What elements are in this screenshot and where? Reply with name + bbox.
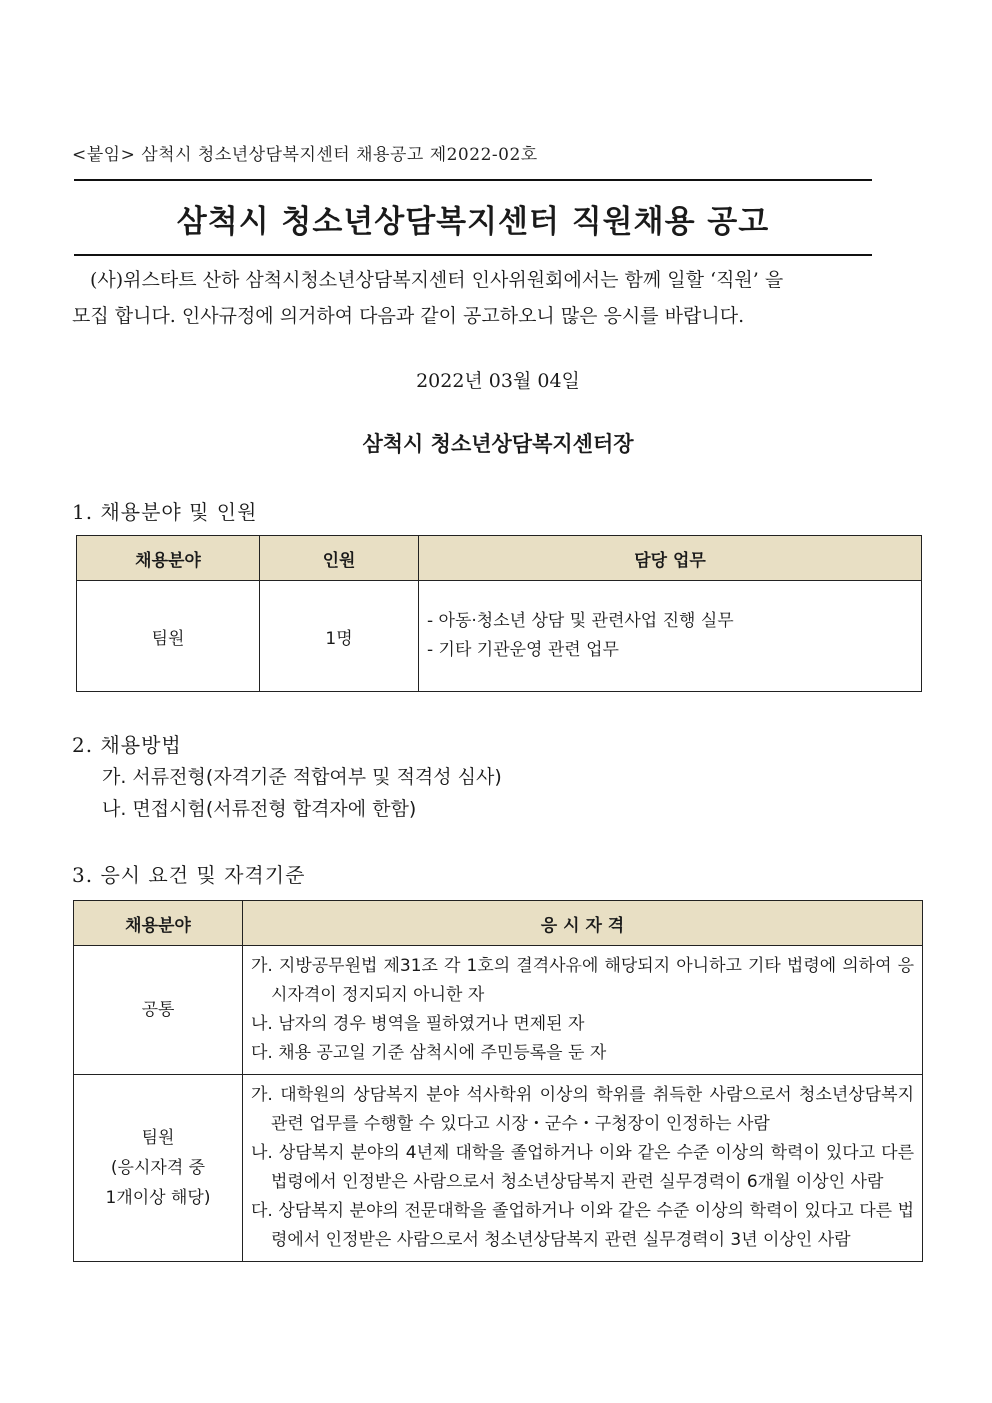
duty-item: - 아동·청소년 상담 및 관련사업 진행 실무	[427, 611, 734, 631]
method-item: 가. 서류전형(자격기준 적합여부 및 적격성 심사)	[102, 766, 502, 788]
field-label: 공통	[141, 1000, 175, 1020]
table-row	[74, 1075, 923, 1262]
field-label: 1개이상 해당)	[105, 1188, 211, 1208]
section2-heading: 2. 채용방법	[72, 733, 182, 757]
method-item: 나. 면접시험(서류전형 합격자에 한함)	[102, 798, 417, 820]
intro-line-2: 모집 합니다. 인사규정에 의거하여 다음과 같이 공고하오니 많은 응시를 바랍니다.	[72, 305, 745, 327]
qualification-item: 나. 상담복지 분야의 4년제 대학을 졸업하거나 이와 같은 수준 이상의 학력이 있다고 다른 법령에서 인정받은 사람으로서 청소년상담복지 관련 실무경력이 6개월 이상인 사람	[251, 1143, 914, 1192]
announcement-date: 2022년 03월 04일	[416, 370, 580, 392]
title-divider	[74, 254, 872, 256]
qualification-cell	[243, 1075, 923, 1262]
intro-line-1: (사)위스타트 산하 삼척시청소년상담복지센터 인사위원회에서는 함께 일할 ‘직원’ 을	[90, 269, 784, 291]
table-header-row	[77, 536, 922, 581]
qualification-item: 다. 채용 공고일 기준 삼척시에 주민등록을 둔 자	[251, 1043, 607, 1063]
header-count: 인원	[260, 536, 419, 581]
field-label: 팀원	[141, 1128, 175, 1148]
qualification-cell	[243, 946, 923, 1075]
header-field: 채용분야	[74, 901, 243, 946]
duty-item: - 기타 기관운영 관련 업무	[427, 640, 619, 660]
duties-cell	[419, 581, 922, 692]
qualification-item: 나. 남자의 경우 병역을 필하였거나 면제된 자	[251, 1014, 585, 1034]
header-field: 채용분야	[77, 536, 260, 581]
table-row	[77, 581, 922, 692]
table-header-row	[74, 901, 923, 946]
section3-heading: 3. 응시 요건 및 자격기준	[72, 863, 306, 887]
top-divider	[74, 179, 872, 181]
field-cell: 팀원	[77, 581, 260, 692]
field-cell-common	[74, 946, 243, 1075]
header-qualification: 응 시 자 격	[243, 901, 923, 946]
field-label: (응시자격 중	[110, 1158, 206, 1178]
intro-paragraph	[72, 262, 874, 334]
signer: 삼척시 청소년상담복지센터장	[362, 431, 634, 456]
qualification-item: 가. 대학원의 상담복지 분야 석사학위 이상의 학위를 취득한 사람으로서 청소년상담복지 관련 업무를 수행할 수 있다고 시장・군수・구청장이 인정하는 사람	[251, 1085, 914, 1134]
field-cell-team	[74, 1075, 243, 1262]
attachment-note: <붙임> 삼척시 청소년상담복지센터 채용공고 제2022-02호	[72, 145, 538, 165]
header-duties: 담당 업무	[419, 536, 922, 581]
recruitment-table	[76, 535, 922, 692]
count-cell: 1명	[260, 581, 419, 692]
qualification-item: 다. 상담복지 분야의 전문대학을 졸업하거나 이와 같은 수준 이상의 학력이 있다고 다른 법령에서 인정받은 사람으로서 청소년상담복지 관련 실무경력이 3년 이상인 사람	[251, 1201, 914, 1250]
table-row	[74, 946, 923, 1075]
section1-heading: 1. 채용분야 및 인원	[72, 500, 258, 524]
qualification-table	[73, 900, 923, 1262]
qualification-item: 가. 지방공무원법 제31조 각 1호의 결격사유에 해당되지 아니하고 기타 법령에 의하여 응시자격이 정지되지 아니한 자	[251, 956, 914, 1005]
document-title: 삼척시 청소년상담복지센터 직원채용 공고	[176, 204, 770, 240]
